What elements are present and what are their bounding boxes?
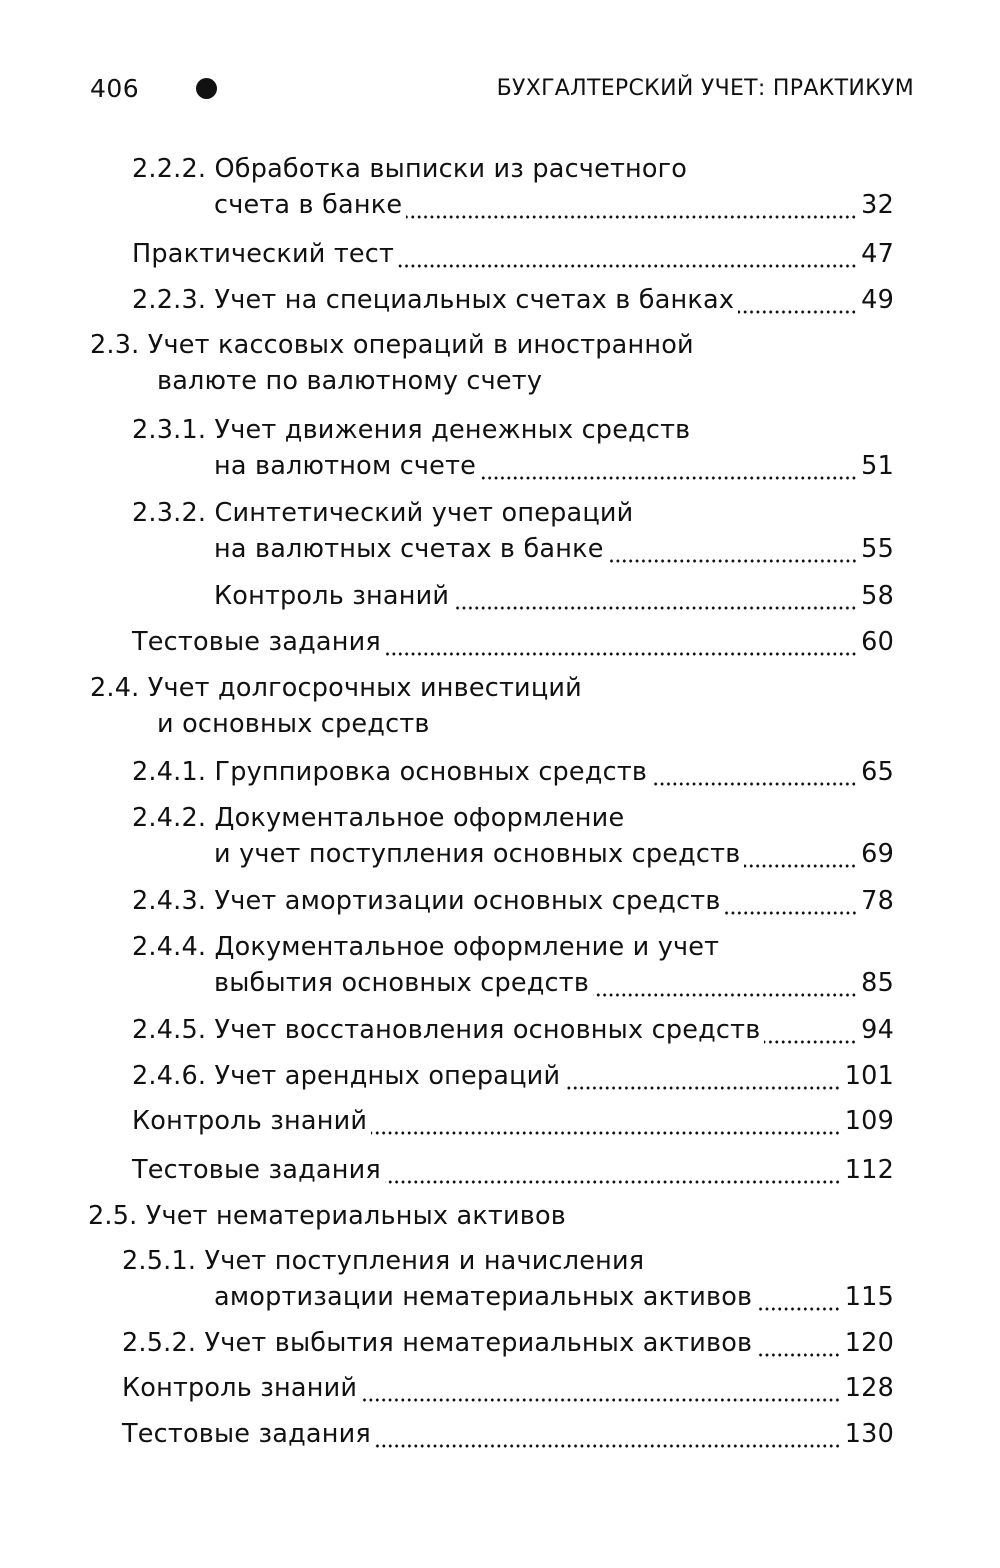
toc-entry-title: выбытия основных средств [214,968,590,998]
toc-entry-page: 51 [861,451,894,481]
toc-entry[interactable] [132,1103,894,1139]
toc-entry-page: 78 [861,886,894,916]
toc-entry-title: на валютном счете [214,451,477,481]
toc-section-title: 2.4. Учет долгосрочных инвестиций [90,673,582,703]
running-title: БУХГАЛТЕРСКИЙ УЧЕТ: ПРАКТИКУМ [496,76,914,101]
toc-entry-page: 112 [844,1155,894,1185]
toc-entry-title: 2.4.2. Документальное оформление [132,803,625,833]
toc-entry-page: 120 [844,1328,894,1358]
toc-section[interactable] [88,1198,894,1234]
toc-entry[interactable] [132,754,894,790]
toc-section-title: и основных средств [157,709,430,739]
toc-entry-title: 2.4.5. Учет восстановления основных средств [132,1015,761,1045]
dot-leader [375,1423,841,1449]
dot-leader [738,289,857,315]
toc-section-title: валюте по валютному счету [157,366,543,396]
toc-entry-title: Контроль знаний [122,1373,358,1403]
toc-entry-title: 2.5.2. Учет выбытия нематериальных активов [122,1328,753,1358]
toc-entry-title: 2.4.6. Учет арендных операций [132,1061,561,1091]
toc-entry-title: Тестовые задания [132,627,381,657]
toc-entry-page: 101 [844,1061,894,1091]
toc-entry[interactable] [132,1012,894,1048]
dot-leader [385,631,857,657]
toc-entry-title: 2.4.1. Группировка основных средств [132,757,648,787]
toc-entry-title: на валютных счетах в банке [214,534,604,564]
toc-entry-title: 2.2.2. Обработка выписки из расчетного [132,154,688,184]
dot-leader [756,1332,840,1358]
toc-section[interactable] [90,670,894,742]
toc-entry-page: 115 [844,1282,894,1312]
toc-entry[interactable] [132,495,894,567]
toc-entry-title: Тестовые задания [132,1155,381,1185]
toc-entry[interactable] [132,800,894,872]
toc-entry-page: 60 [861,627,894,657]
toc-entry-title: счета в банке [214,190,403,220]
toc-entry-page: 109 [844,1106,894,1136]
toc-entry-page: 85 [861,968,894,998]
toc-entry[interactable] [122,1416,894,1452]
toc-entry-page: 130 [844,1419,894,1449]
toc-entry[interactable] [122,1243,894,1315]
toc-entry-title: Контроль знаний [132,1106,368,1136]
toc-entry-page: 55 [861,534,894,564]
toc-entry[interactable] [132,412,894,484]
toc-entry[interactable] [214,578,894,614]
toc-entry-page: 58 [861,581,894,611]
toc-entry-page: 65 [861,757,894,787]
toc-entry[interactable] [132,624,894,660]
dot-leader [361,1377,841,1403]
dot-leader [725,890,858,916]
dot-leader [480,455,857,481]
dot-leader [371,1110,841,1136]
dot-leader [764,1019,857,1045]
toc-entry-page: 32 [861,190,894,220]
toc-entry[interactable] [132,236,894,272]
dot-leader [564,1065,840,1091]
dot-leader [744,843,857,869]
dot-leader [398,243,857,269]
toc-entry[interactable] [132,1058,894,1094]
toc-entry[interactable] [122,1325,894,1361]
toc-entry-page: 69 [861,839,894,869]
toc-entry-page: 128 [844,1373,894,1403]
toc-entry-title: 2.4.4. Документальное оформление и учет [132,932,720,962]
toc-entry[interactable] [122,1370,894,1406]
toc-entry-title: Тестовые задания [122,1419,371,1449]
toc-entry-title: 2.3.2. Синтетический учет операций [132,498,634,528]
dot-leader [756,1286,840,1312]
toc-entry[interactable] [132,929,894,1001]
toc-entry-title: и учет поступления основных средств [214,839,741,869]
dot-leader [608,538,858,564]
toc-entry[interactable] [132,151,894,223]
toc-entry-title: 2.2.3. Учет на специальных счетах в банках [132,285,735,315]
toc-entry-page: 49 [861,285,894,315]
toc-section-title: 2.5. Учет нематериальных активов [88,1201,567,1231]
toc-entry-page: 94 [861,1015,894,1045]
toc-entry-title: 2.4.3. Учет амортизации основных средств [132,886,721,916]
dot-leader [651,761,857,787]
toc-entry[interactable] [132,883,894,919]
toc-section-title: 2.3. Учет кассовых операций в иностранной [90,330,694,360]
dot-leader [406,194,857,220]
toc-entry-title: амортизации нематериальных активов [214,1282,753,1312]
toc-entry-title: Контроль знаний [214,581,450,611]
toc-entry-title: 2.5.1. Учет поступления и начисления [122,1246,645,1276]
dot-leader [385,1159,841,1185]
toc-entry-page: 47 [861,239,894,269]
toc-entry-title: 2.3.1. Учет движения денежных средств [132,415,691,445]
page-number: 406 [90,74,140,103]
toc-entry[interactable] [132,1152,894,1188]
toc-section[interactable] [90,327,894,399]
dot-leader [593,972,857,998]
toc-entry-title: Практический тест [132,239,395,269]
toc-entry[interactable] [132,282,894,318]
dot-leader [453,585,857,611]
